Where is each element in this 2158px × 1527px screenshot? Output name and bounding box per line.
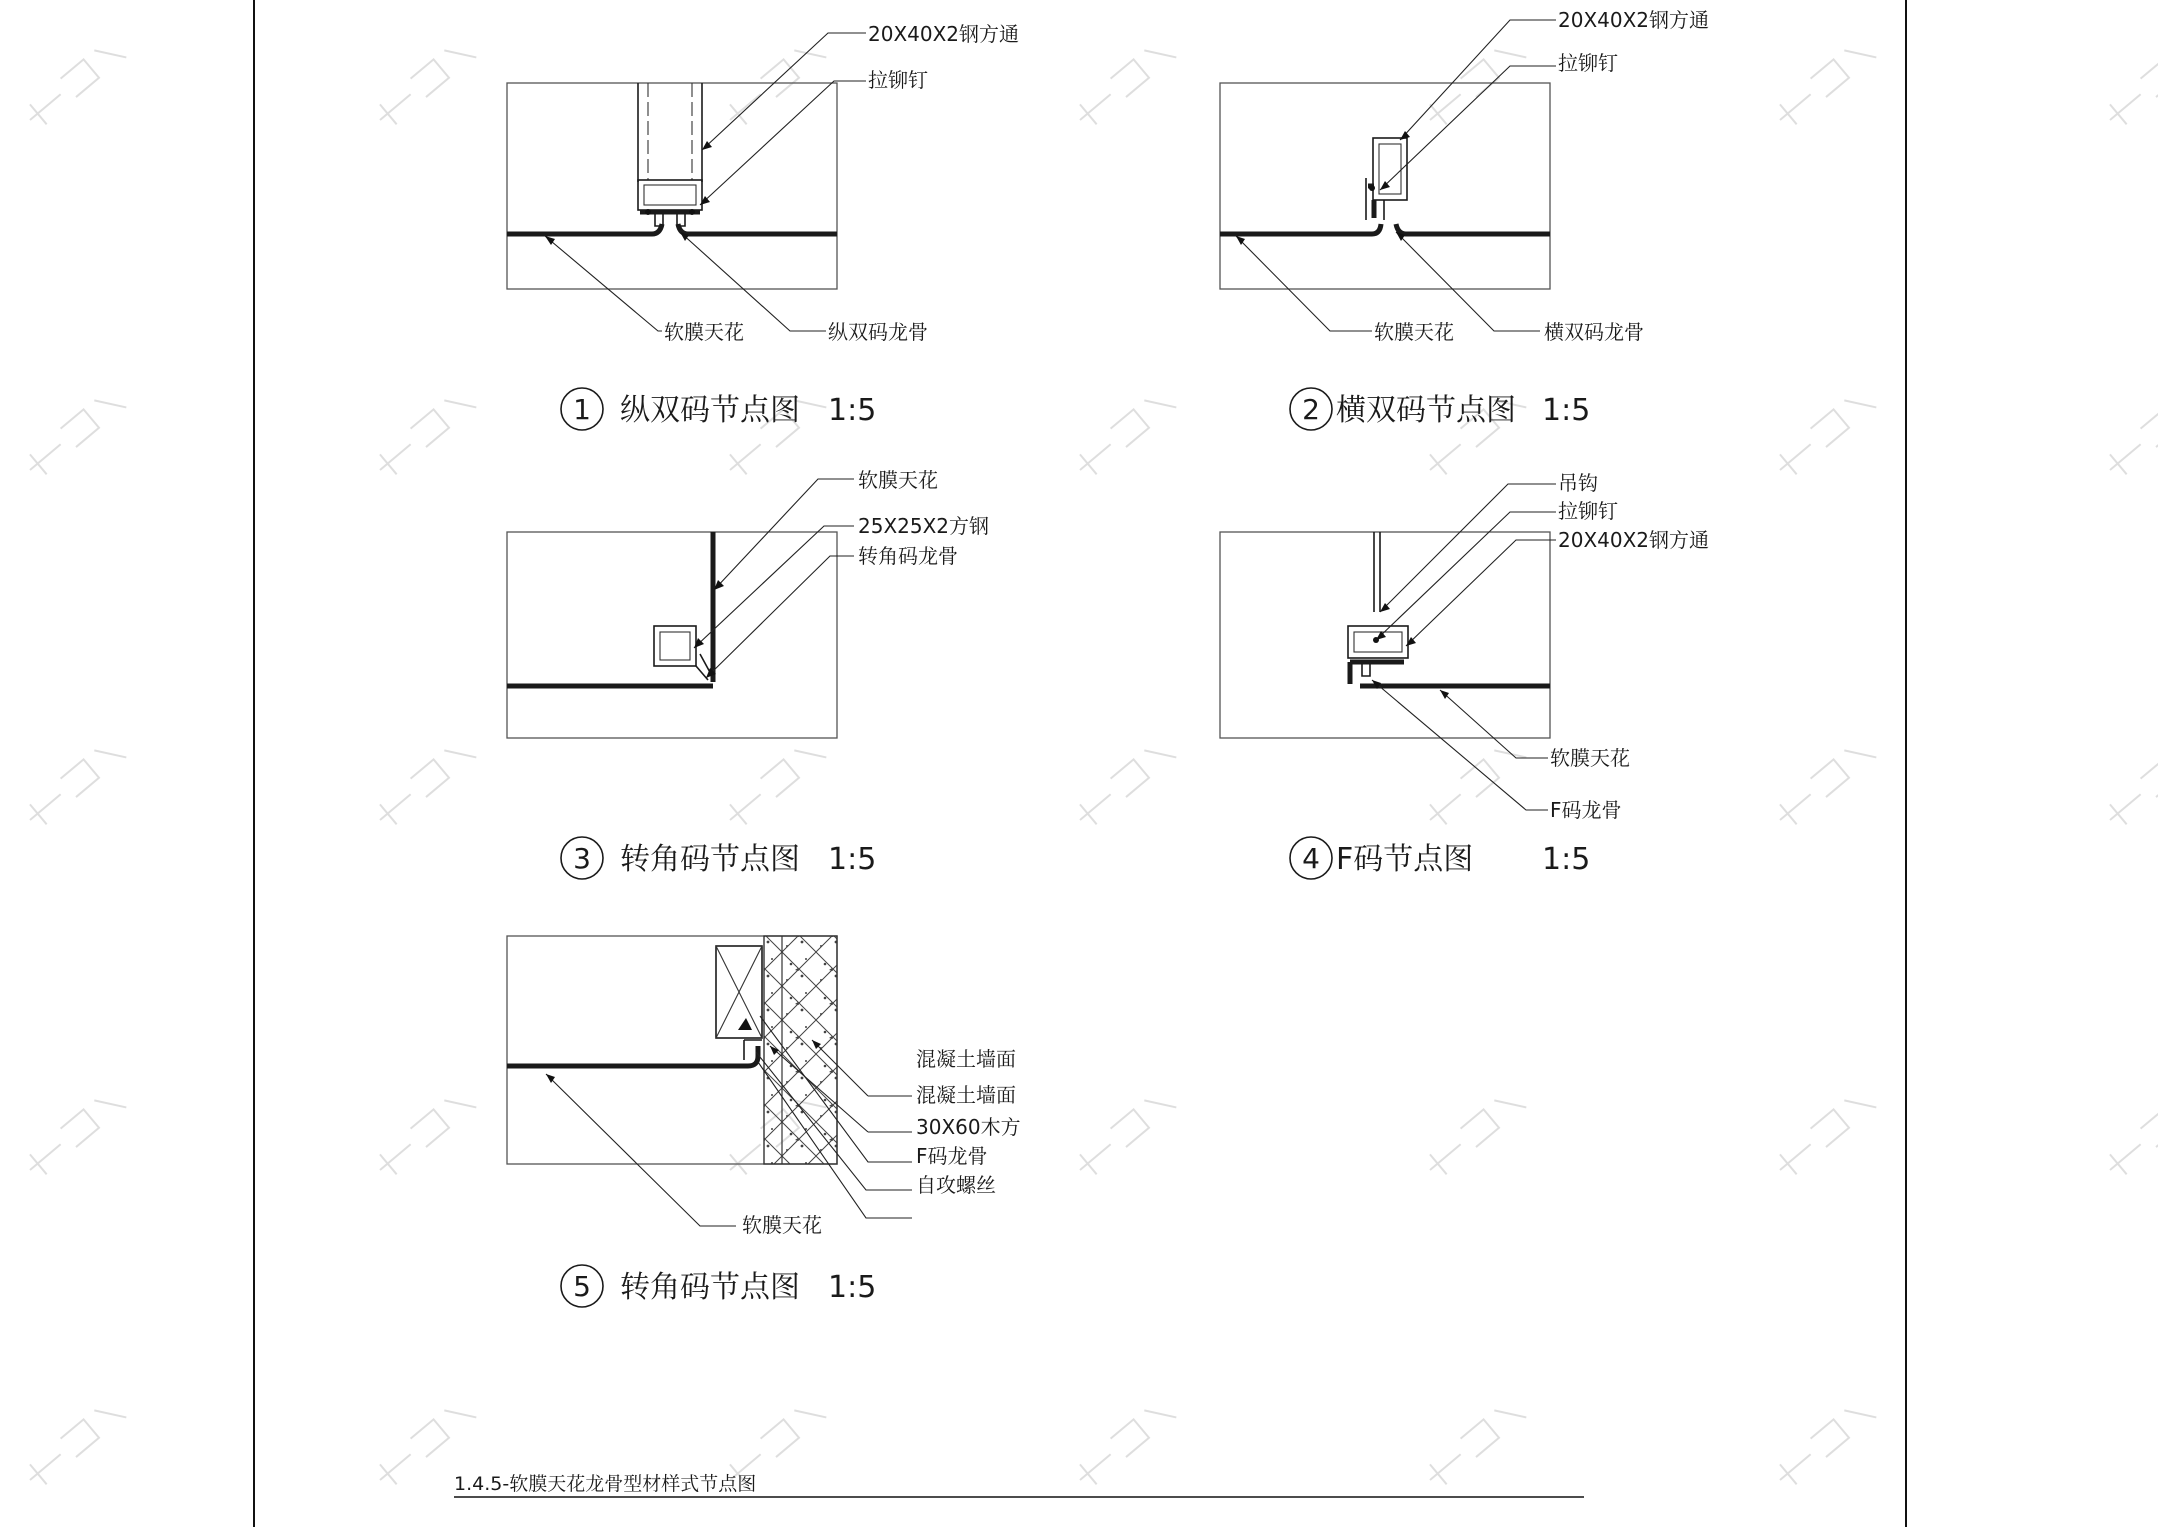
detail-4-label-membrane: 软膜天花 xyxy=(1550,746,1630,770)
detail-1-title: 纵双码节点图 xyxy=(620,393,800,428)
detail-5-title: 转角码节点图 xyxy=(620,1270,800,1305)
watermark xyxy=(22,38,2158,1491)
detail-2-label-keel: 横双码龙骨 xyxy=(1544,320,1644,344)
detail-4-frame xyxy=(1220,532,1550,738)
detail-4-scale: 1:5 xyxy=(1542,842,1591,877)
sheet-caption: 1.4.5-软膜天花龙骨型材样式节点图 xyxy=(454,1473,757,1495)
f-keel-4 xyxy=(1350,662,1404,684)
detail-5-label-concrete-a: 混凝土墙面 xyxy=(916,1047,1016,1071)
detail-3-scale: 1:5 xyxy=(828,842,877,877)
detail-5-scale: 1:5 xyxy=(828,1270,877,1305)
membrane-1 xyxy=(507,224,837,234)
detail-3-label-steel: 25X25X2方钢 xyxy=(858,514,990,538)
detail-3 xyxy=(507,468,989,879)
detail-2-number: 2 xyxy=(1302,393,1320,426)
detail-2-scale: 1:5 xyxy=(1542,393,1591,428)
detail-1 xyxy=(507,22,1019,430)
detail-3-number: 3 xyxy=(573,842,591,875)
detail-1-label-rivet: 拉铆钉 xyxy=(868,68,928,92)
detail-4-label-hook: 吊钩 xyxy=(1558,471,1598,495)
detail-2-label-membrane: 软膜天花 xyxy=(1374,320,1454,344)
detail-3-title: 转角码节点图 xyxy=(620,842,800,877)
detail-4 xyxy=(1220,471,1709,879)
detail-4-label-keel: F码龙骨 xyxy=(1550,798,1622,822)
detail-3-label-membrane: 软膜天花 xyxy=(858,468,938,492)
detail-2-title: 横双码节点图 xyxy=(1336,393,1516,428)
detail-3-label-keel: 转角码龙骨 xyxy=(858,544,958,568)
membrane-2 xyxy=(1220,224,1550,234)
detail-1-scale: 1:5 xyxy=(828,393,877,428)
detail-5-label-screw: 自攻螺丝 xyxy=(916,1173,996,1197)
membrane-5 xyxy=(507,1046,758,1066)
detail-4-label-tube: 20X40X2钢方通 xyxy=(1558,528,1710,552)
detail-4-label-rivet: 拉铆钉 xyxy=(1558,499,1618,523)
detail-5-label-keel: F码龙骨 xyxy=(916,1144,988,1168)
detail-5-label-timber: 30X60木方 xyxy=(916,1115,1021,1139)
detail-1-label-tube: 20X40X2钢方通 xyxy=(868,22,1020,46)
detail-4-title: F码节点图 xyxy=(1336,842,1474,877)
detail-1-frame xyxy=(507,83,837,289)
detail-5-label-concrete-b: 混凝土墙面 xyxy=(916,1083,1016,1107)
detail-5-label-membrane: 软膜天花 xyxy=(742,1213,822,1237)
detail-5-number: 5 xyxy=(573,1270,591,1303)
detail-2 xyxy=(1220,8,1709,430)
detail-3-frame xyxy=(507,532,837,738)
membrane-corner-3 xyxy=(507,532,713,686)
detail-5 xyxy=(507,936,1021,1307)
hanger-4 xyxy=(1374,532,1380,612)
detail-2-label-tube: 20X40X2钢方通 xyxy=(1558,8,1710,32)
detail-2-label-rivet: 拉铆钉 xyxy=(1558,51,1618,75)
detail-1-label-keel: 纵双码龙骨 xyxy=(828,320,928,344)
detail-1-number: 1 xyxy=(573,393,591,426)
detail-4-number: 4 xyxy=(1302,842,1320,875)
detail-1-label-membrane: 软膜天花 xyxy=(664,320,744,344)
